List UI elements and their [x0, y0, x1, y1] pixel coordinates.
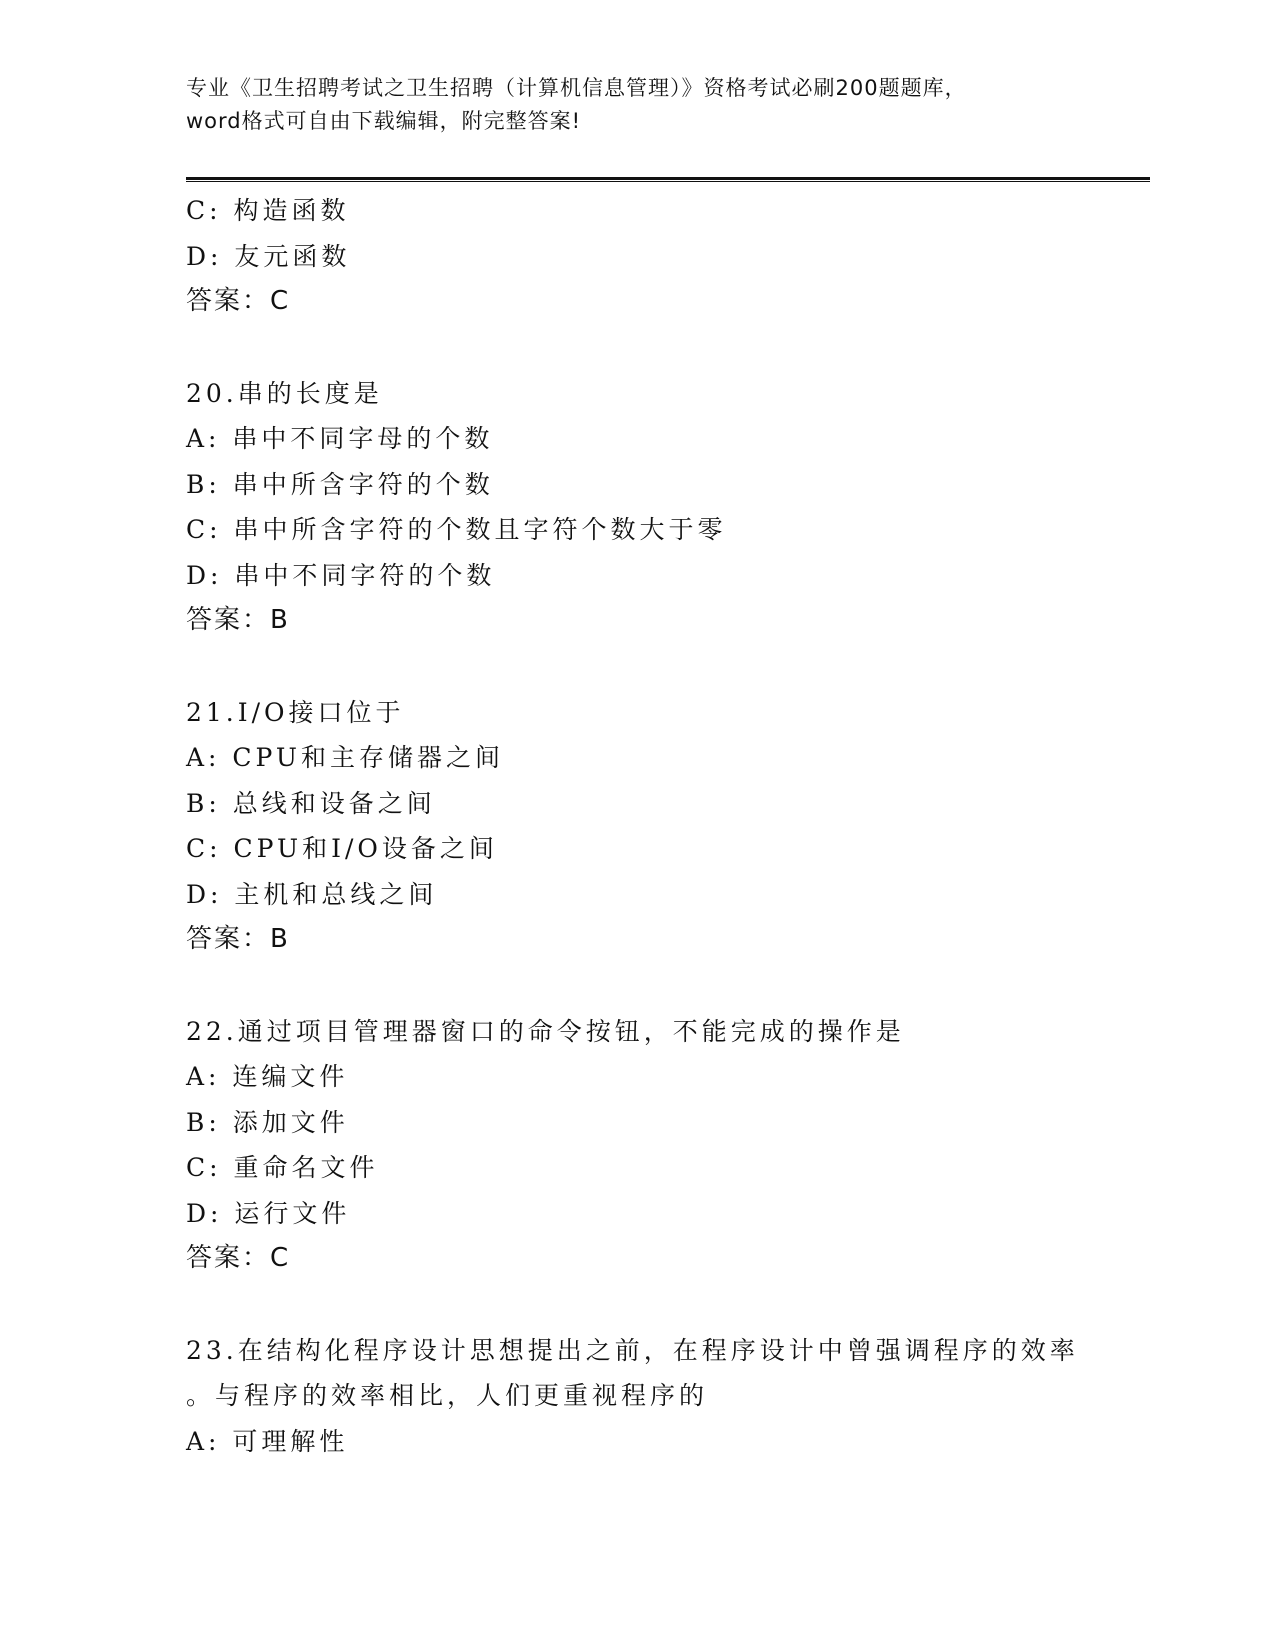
- spacer: [186, 963, 1086, 1009]
- header-title-line-1: 专业《卫生招聘考试之卫生招聘（计算机信息管理）》资格考试必刷200题题库，: [186, 76, 967, 100]
- option-a: A: 串中不同字母的个数: [186, 424, 494, 453]
- answer: 答案：B: [186, 605, 290, 635]
- option-d: D: 友元函数: [186, 241, 351, 271]
- option-c: C: 串中所含字符的个数且字符个数大于零: [186, 515, 727, 544]
- spacer: [186, 325, 1086, 371]
- option-b: B: 总线和设备之间: [186, 788, 436, 818]
- question-list: [186, 188, 1086, 1464]
- option-a: A: 连编文件: [186, 1062, 349, 1091]
- option-a: A: CPU和主存储器之间: [186, 743, 505, 772]
- answer: 答案：C: [186, 1243, 291, 1273]
- question-21: [186, 690, 1086, 963]
- header-divider: [186, 177, 1150, 182]
- option-c: C: 构造函数: [186, 196, 350, 225]
- option-a: A: 可理解性: [186, 1426, 349, 1456]
- spacer: [186, 1282, 1086, 1328]
- option-b: B: 串中所含字符的个数: [186, 469, 494, 499]
- option-d: D: 主机和总线之间: [186, 879, 438, 909]
- answer: 答案：B: [186, 924, 290, 954]
- option-d: D: 运行文件: [186, 1198, 351, 1228]
- question-text: 21.I/O接口位于: [186, 697, 405, 727]
- question-text: 22.通过项目管理器窗口的命令按钮，不能完成的操作是: [186, 1016, 905, 1046]
- document-header: [186, 72, 1066, 138]
- option-c: C: CPU和I/O设备之间: [186, 834, 498, 863]
- answer: 答案：C: [186, 286, 291, 316]
- question-text-line-2: 。与程序的效率相比，人们更重视程序的: [186, 1381, 709, 1410]
- spacer: [186, 644, 1086, 690]
- question-22: [186, 1009, 1086, 1282]
- option-d: D: 串中不同字符的个数: [186, 560, 496, 590]
- question-23: [186, 1328, 1086, 1465]
- option-b: B: 添加文件: [186, 1107, 349, 1137]
- option-c: C: 重命名文件: [186, 1153, 379, 1182]
- question-20: [186, 371, 1086, 644]
- question-text: 20.串的长度是: [186, 378, 383, 408]
- question-19-fragment: [186, 188, 1086, 325]
- question-text-line-1: 23.在结构化程序设计思想提出之前，在程序设计中曾强调程序的效率: [186, 1335, 1079, 1365]
- header-title-line-2: word格式可自由下载编辑，附完整答案!: [186, 109, 582, 133]
